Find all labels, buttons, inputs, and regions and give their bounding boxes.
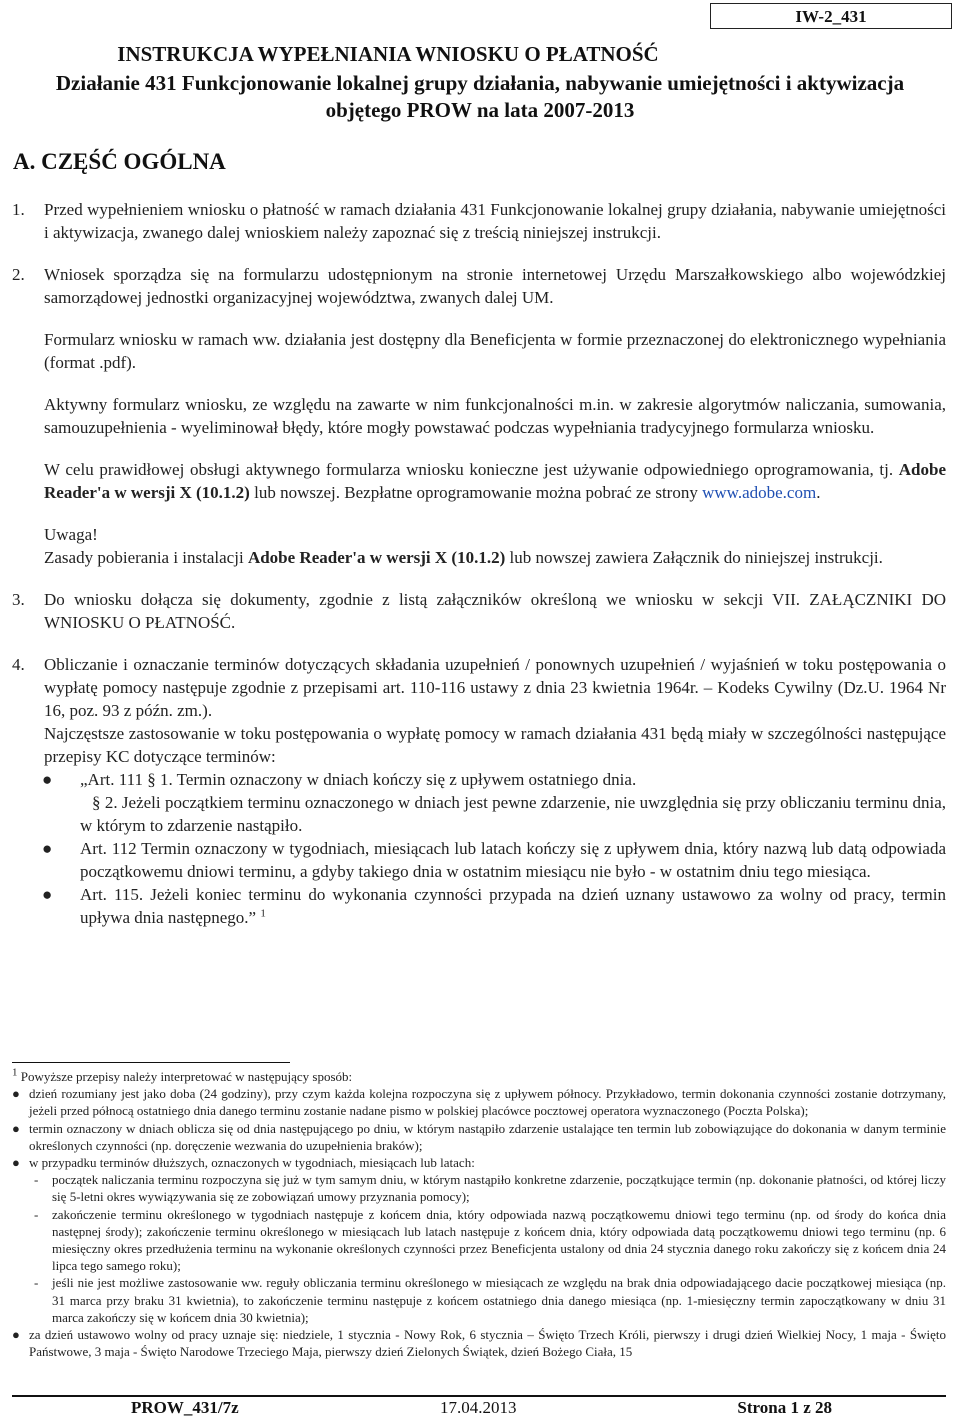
- page-number: Strona 1 z 28: [737, 1398, 832, 1417]
- item-number: 3.: [12, 590, 25, 609]
- footnote-subitem: [29, 1206, 946, 1275]
- bullet-icon: ●: [12, 1120, 20, 1136]
- list-text: „Art. 111 § 1. Termin oznaczony w dniach kończy się z upływem ostatniego dnia.: [80, 770, 637, 789]
- text: zakończenie terminu określonego w tygodniach następuje z końcem dnia, który odpowiada nazwą początkowemu dniowi tego terminu (np. od środy do końca dnia następnej środy); zakończenie terminu określonego w miesiącach lub latach następuje z końcem dnia, który odpowiada datą początkowemu dniowi tego terminu (np. 6 miesięczny okres przedłużenia terminu na wykonanie określonych czynności przez Beneficjenta ustalony od dnia 24 stycznia danego roku zakończy się z końcem dnia 24 lipca tego samego roku);: [52, 1206, 946, 1274]
- item-2: [12, 263, 946, 569]
- item-1: [12, 198, 946, 244]
- footnote-number: 1: [12, 1066, 18, 1079]
- list-text: Art. 112 Termin oznaczony w tygodniach, miesiącach lub latach kończy się z upływem dnia, który nazwą lub datą odpowiada początkowemu dniowi terminu, a gdyby takiego dnia w ostatnim miesiącu nie było - w ostatnim dniu tego miesiąca.: [80, 839, 946, 881]
- footnote-subitem: [29, 1171, 946, 1205]
- paragraph: [44, 458, 946, 504]
- dash-icon: -: [34, 1275, 39, 1291]
- paragraph: [44, 546, 946, 569]
- paragraph: Najczęstsze zastosowanie w toku postępowania o wypłatę pomocy w ramach działania 431 będą miały w szczególności następujące przepisy KC dotyczące terminów:: [44, 724, 946, 766]
- bullet-icon: ●: [42, 885, 53, 904]
- text: początek naliczania terminu rozpoczyna się już w tym samym dniu, w którym nastąpiło konkretne zdarzenie, początkujące termin (np. dokonanie płatności, od której liczy się 5-letni okres wywiązywania się ze zobowiązań umowy przyznania pomocy);: [52, 1172, 946, 1205]
- dash-icon: -: [34, 1172, 39, 1188]
- footnote-list: [12, 1085, 946, 1360]
- document-code: IW-2_431: [710, 3, 952, 29]
- text: Zasady pobierania i instalacji: [44, 548, 248, 567]
- text: .: [816, 483, 821, 502]
- list-item: [12, 883, 946, 929]
- item-number: 2.: [12, 265, 25, 284]
- text: dzień rozumiany jest jako doba (24 godziny), przy czym każda kolejna rozpoczyna się z upływem północy. Przykładowo, termin dokonania czynności zostanie dotrzymany, jeżeli przed północą ostatniego dnia danego terminu zostanie nadane pismo w polskiej placówce pocztowej operatora wyznaczonego (Poczta Polska);: [29, 1086, 946, 1119]
- text: w przypadku terminów dłuższych, oznaczonych w tygodniach, miesiącach lub latach:: [29, 1155, 475, 1171]
- kc-provisions-list: [12, 768, 946, 929]
- bullet-icon: ●: [12, 1327, 20, 1343]
- dash-icon: -: [34, 1206, 39, 1222]
- list-text: § 2. Jeżeli początkiem terminu oznaczonego w dniach jest pewne zdarzenie, nie uwzględnia się przy obliczaniu terminu dnia, w którym to zdarzenie nastąpiło.: [80, 793, 946, 835]
- item-3: [12, 588, 946, 634]
- note-title: Uwaga!: [44, 525, 98, 544]
- paragraph: Przed wypełnieniem wniosku o płatność w ramach działania 431 Funkcjonowanie lokalnej grupy działania, nabywanie umiejętności i aktywizacja, zwanego dalej wnioskiem należy zapoznać się z treścią niniejszej instrukcji.: [44, 200, 946, 242]
- item-4: [12, 653, 946, 768]
- text: lub nowszej. Bezpłatne oprogramowanie można pobrać ze strony: [249, 483, 703, 502]
- list-text: Art. 115. Jeżeli koniec terminu do wykonania czynności przypada na dzień uznany ustawowo za wolny od pracy, termin upływa dnia następnego.”: [80, 885, 946, 927]
- paragraph: Formularz wniosku w ramach ww. działania jest dostępny dla Beneficjenta w formie przeznaczonej do elektronicznego wypełniania (format .pdf).: [44, 330, 946, 372]
- main-body: [12, 198, 946, 929]
- bullet-icon: ●: [12, 1155, 20, 1171]
- item-number: 4.: [12, 655, 25, 674]
- paragraph: Wniosek sporządza się na formularzu udostępnionym na stronie internetowej Urzędu Marszałkowskiego albo wojewódzkiej samorządowej jednostki organizacyjnej województwa, zwanych dalej UM.: [44, 265, 946, 307]
- footnote-item: [12, 1326, 946, 1360]
- page-footer: [0, 1398, 960, 1419]
- text: lub nowszej zawiera Załącznik do niniejszej instrukcji.: [505, 548, 883, 567]
- text: W celu prawidłowej obsługi aktywnego formularza wniosku konieczne jest używanie odpowiedniego oprogramowania, tj.: [44, 460, 899, 479]
- footnote-subitem: [29, 1274, 946, 1326]
- page-title: INSTRUKCJA WYPEŁNIANIA WNIOSKU O PŁATNOŚĆ: [117, 42, 659, 66]
- bullet-icon: ●: [42, 839, 53, 858]
- footnote-item: [12, 1120, 946, 1154]
- section-heading: A. CZĘŚĆ OGÓLNA: [13, 149, 226, 174]
- software-name: Adobe Reader'a w wersji X (10.1.2): [44, 460, 946, 502]
- software-name: Adobe Reader'a w wersji X (10.1.2): [247, 548, 506, 567]
- paragraph: Obliczanie i oznaczanie terminów dotyczących składania uzupełnień / ponownych uzupełnień / wyjaśnień w toku postępowania o wypłatę pomocy następuje zgodnie z przepisami art. 110-116 ustawy z dnia 23 kwietnia 1964r. – Kodeks Cywilny (Dz.U. 1964 Nr 16, poz. 93 z późn. zm.).: [44, 655, 946, 720]
- adobe-link[interactable]: www.adobe.com: [702, 483, 817, 502]
- page-subtitle-2: objętego PROW na lata 2007-2013: [325, 98, 635, 122]
- footnote-separator: [12, 1062, 290, 1063]
- footnote-item: [12, 1085, 946, 1119]
- footnote-intro: [12, 1068, 946, 1085]
- footer-doc-id: PROW_431/7z: [131, 1398, 239, 1417]
- paragraph: Aktywny formularz wniosku, ze względu na zawarte w nim funkcjonalności m.in. w zakresie algorytmów naliczania, sumowania, samouzupełnienia - wyeliminował błędy, które mogły powstawać podczas wypełniania tradycyjnego formularza wniosku.: [44, 395, 946, 437]
- footer-separator: [12, 1395, 946, 1397]
- text: za dzień ustawowo wolny od pracy uznaje się: niedziele, 1 stycznia - Nowy Rok, 6 stycznia – Święto Trzech Króli, pierwszy i drugi dzień Wielkiej Nocy, 1 maja - Święto Państwowe, 3 maja - Święto Narodowe Trzeciego Maja, pierwszy dzień Zielonych Świątek, dzień Bożego Ciała, 15: [29, 1327, 946, 1360]
- footnote-item: [12, 1154, 946, 1326]
- bullet-icon: ●: [12, 1086, 20, 1102]
- paragraph: Do wniosku dołącza się dokumenty, zgodnie z listą załączników określoną we wniosku w sekcji VII. ZAŁĄCZNIKI DO WNIOSKU O PŁATNOŚĆ.: [44, 590, 946, 632]
- text: termin oznaczony w dniach oblicza się od dnia następującego po dniu, w którym nastąpiło zdarzenie ustalające ten termin lub zobowiązujące do dokonania w danym terminie określonych czynności (np. doręczenie wezwania do uzupełnienia braków);: [29, 1120, 946, 1153]
- list-item: [12, 837, 946, 883]
- footnotes: [12, 1068, 946, 1360]
- item-number: 1.: [12, 200, 25, 219]
- footnote-ref[interactable]: 1: [260, 907, 266, 920]
- footnote-sublist: [29, 1171, 946, 1326]
- text: jeśli nie jest możliwe zastosowanie ww. reguły obliczania terminu określonego w miesiącach ze względu na brak dnia odpowiadającego dacie początkowej miesiąca (np. 31 marca przy braku 31 kwietnia), to zakończenie terminu następuje z końcem ostatniego dnia danego miesiąca (np. 1-miesięczny termin zapoczątkowany w dniu 31 marca zakończy się w końcem dnia 30 kwietnia);: [52, 1275, 946, 1325]
- text: Powyższe przepisy należy interpretować w następujący sposób:: [17, 1069, 353, 1084]
- footer-date: 17.04.2013: [440, 1398, 517, 1417]
- list-item: [12, 768, 946, 837]
- page-subtitle: Działanie 431 Funkcjonowanie lokalnej grupy działania, nabywanie umiejętności i aktywizacja: [55, 71, 905, 95]
- bullet-icon: ●: [42, 770, 53, 789]
